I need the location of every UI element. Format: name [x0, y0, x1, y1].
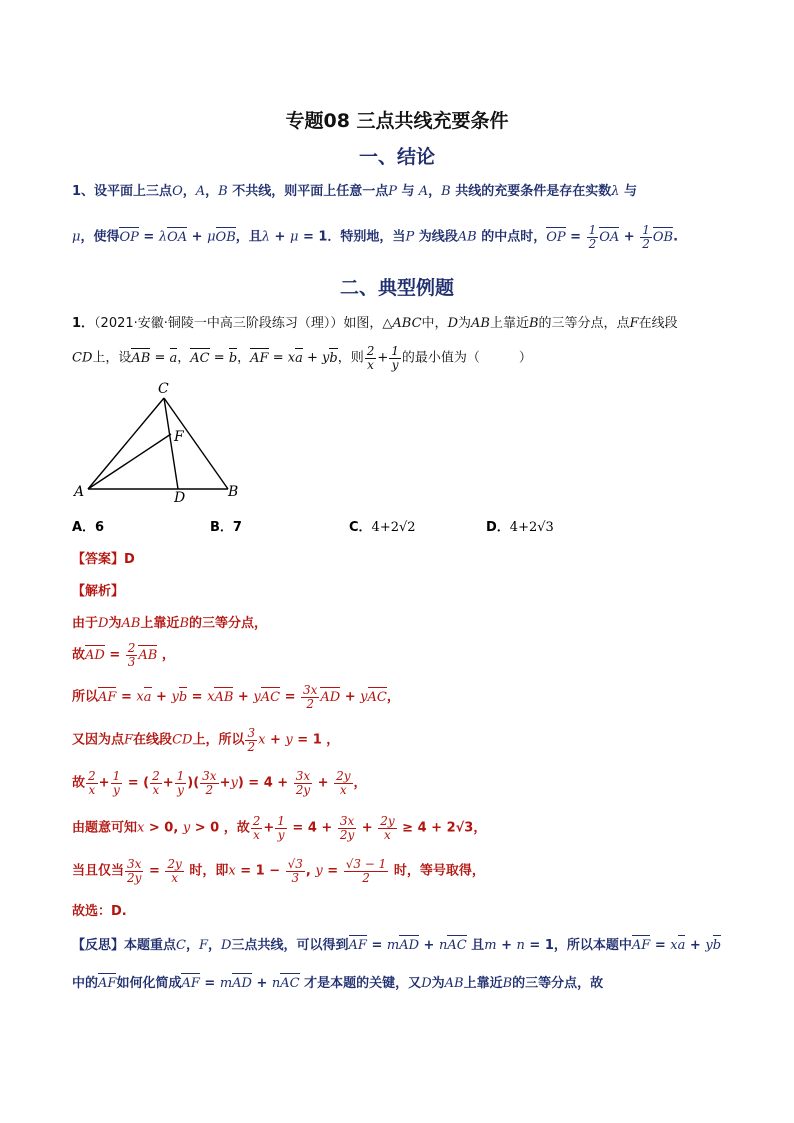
label-b: B	[228, 484, 239, 500]
segment-af	[88, 434, 171, 489]
answer-label: 【答案】D	[72, 552, 135, 567]
solution-line-2: 故AD = $\frac{2}{3}$ AB ，	[72, 641, 175, 669]
problem-line-1: 1．（2021·安徽·铜陵一中高三阶段练习（理））如图，△ABC中，D为AB上靠近B的三等分点，点F在线段	[72, 316, 678, 331]
conclusion-line-2: μ，使得OP = λOA + μOB，且λ + μ = 1．特别地，当P 为线段AB 的中点时，OP = $\frac{1}{2}$ OA + $\frac{1}{2}$ OB.	[72, 223, 679, 251]
solution-line-7: 当且仅当 $\frac{3x}{2y}$ = $\frac{2y}{x}$ 时，即x = 1 − $\frac{√3}{3}$ , y = $\frac{√3 - 1}{2}$ 时，等号取得，	[72, 857, 485, 885]
solution-line-5: 故 $\frac{2}{x}$ + $\frac{1}{y}$ = ( $\frac{2}{x}$ + $\frac{1}{y}$ )( $\frac{3x}{2}$ +y) = 4 + $\frac{3x}{2y}$ + $\frac{2y}{x}$ ，	[72, 769, 367, 797]
option-c: C．4+2√2	[349, 520, 416, 535]
option-b: B．7	[210, 520, 242, 535]
conclusion-line-1: 1、设平面上三点O，A，B 不共线，则平面上任意一点P 与 A，B 共线的充要条件是存在实数λ 与	[72, 184, 638, 199]
solution-line-8: 故选：D.	[72, 904, 127, 919]
section-heading-examples: 二、典型例题	[339, 277, 454, 299]
reflection-line-2: 中的AF如何化简成AF = mAD + nAC 才是本题的关键，又D为AB上靠近B的三等分点，故	[72, 976, 604, 991]
triangle-figure	[68, 378, 268, 508]
analysis-label: 【解析】	[72, 584, 125, 599]
label-d: D	[174, 490, 186, 506]
solution-line-4: 又因为点F在线段CD上，所以 $\frac{3}{2}$ x + y = 1 ，	[72, 726, 340, 754]
label-a: A	[74, 484, 85, 500]
reflection-line-1: 【反思】本题重点C，F，D三点共线，可以得到AF = mAD + nAC 且m + n = 1，所以本题中AF = xa + yb	[72, 938, 722, 953]
section-heading-conclusion: 一、结论	[358, 146, 435, 168]
solution-line-3: 所以AF = xa + yb = xAB + yAC = $\frac{3x}{2}$ AD + yAC，	[72, 683, 400, 711]
solution-line-1: 由于D为AB上靠近B的三等分点，	[72, 616, 268, 631]
page-title: 专题08 三点共线充要条件	[285, 110, 509, 132]
solution-line-6: 由题意可知x > 0, y > 0 ，故 $\frac{2}{x}$ + $\frac{1}{y}$ = 4 + $\frac{3x}{2y}$ + $\frac{2y}{x}$ ≥ 4 + 2√3，	[72, 814, 487, 842]
problem-line-2: CD上，设AB = a，AC = b，AF = xa + yb，则 $\frac{2}{x}$ + $\frac{1}{y}$ 的最小值为（ ）	[72, 344, 532, 372]
option-d: D．4+2√3	[486, 520, 554, 535]
side-ac	[88, 398, 164, 489]
label-f: F	[174, 429, 184, 445]
option-a: A．6	[72, 520, 105, 535]
label-c: C	[158, 381, 169, 397]
